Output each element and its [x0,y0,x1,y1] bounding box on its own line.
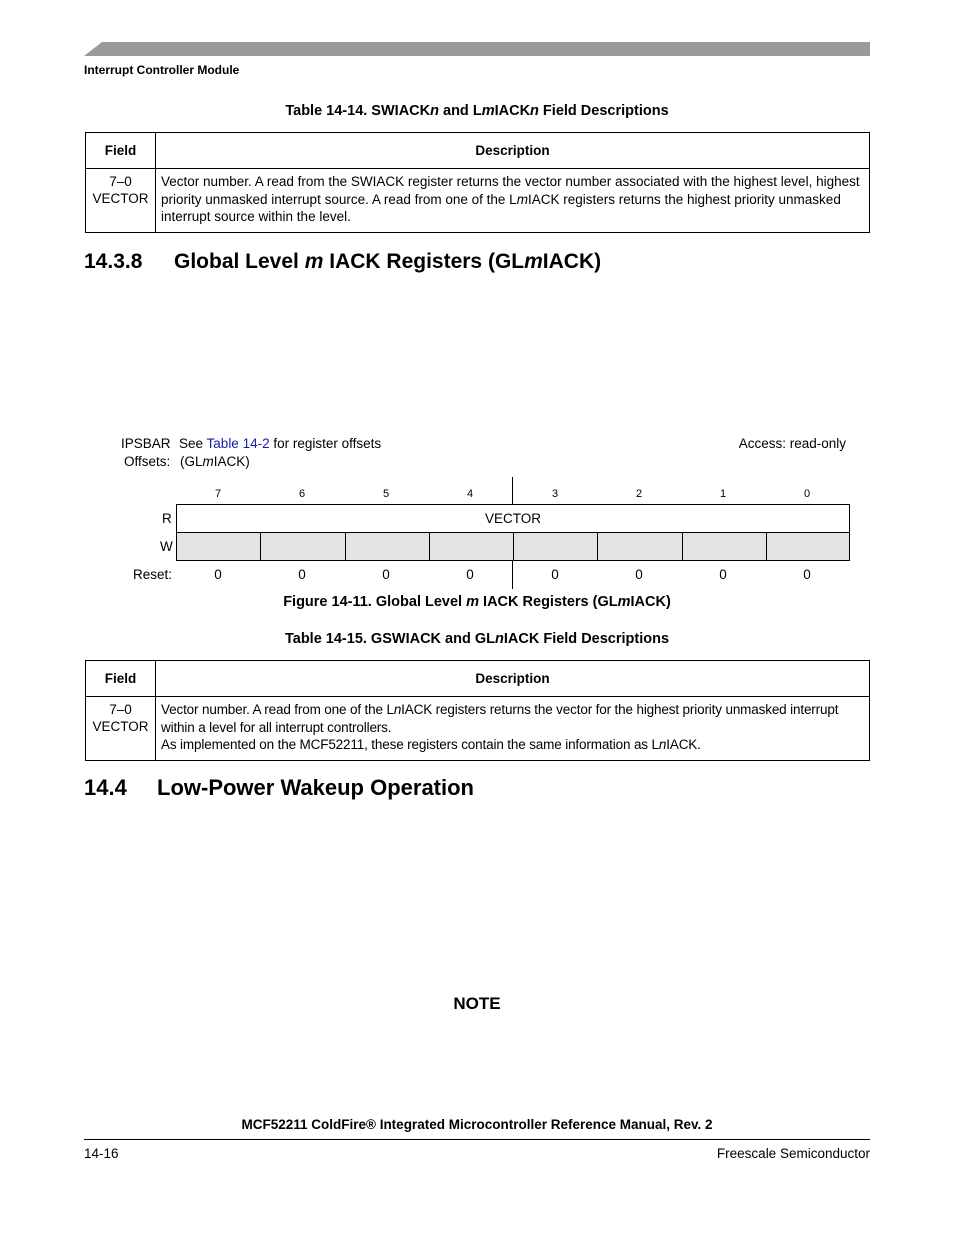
write-cell [767,533,849,560]
bit-number: 2 [635,488,643,500]
write-cell [346,533,430,560]
access-label: Access: read-only [738,436,846,451]
table-14-2-link[interactable]: Table 14-2 [206,436,270,451]
footer-company: Freescale Semiconductor [716,1146,870,1161]
write-row-label: W [160,539,173,554]
note-heading: NOTE [453,994,501,1013]
ipsbar-label: IPSBAR [121,436,171,451]
reset-value: 0 [298,567,306,582]
field-name: VECTOR [92,191,149,206]
column-header-field: Field [86,661,156,697]
reset-value: 0 [719,567,727,582]
table-14-14 [85,132,870,233]
reset-label: Reset: [133,567,173,582]
field-cell [86,697,156,761]
write-cell [514,533,598,560]
header-bar [84,42,870,56]
field-bits: 7–0 [109,174,132,189]
bit-number: 1 [719,488,727,500]
column-header-description: Description [156,661,870,697]
description-cell [156,697,870,761]
reset-value: 0 [551,567,559,582]
bit-number: 6 [298,488,306,500]
table-row [86,697,870,761]
write-cell [598,533,682,560]
section-heading-14-3-8: 14.3.8 Global Level m IACK Registers (GLmIACK) [84,250,602,273]
reset-value: 0 [635,567,643,582]
write-cell [261,533,345,560]
read-field-box [176,504,850,533]
bit-number: 7 [214,488,222,500]
table-row [86,169,870,233]
bit-number: 4 [466,488,474,500]
bit-number: 5 [382,488,390,500]
description-line: As implemented on the MCF52211, these registers contain the same information as LnIACK. [161,737,701,752]
bit-number: 3 [551,488,559,500]
column-header-description: Description [156,133,870,169]
running-head: Interrupt Controller Module [84,63,240,77]
section-number: 14.3.8 [84,250,143,273]
description-line: Vector number. A read from one of the LnIACK registers returns the vector for the highest priority unmasked interrupt within a level for all interrupt controllers. [161,702,839,735]
reset-value: 0 [803,567,811,582]
bit-number: 0 [803,488,811,500]
table-14-14-caption: Table 14-14. SWIACKn and LmIACKn Field Descriptions [285,103,669,119]
reset-value: 0 [466,567,474,582]
description-cell: Vector number. A read from the SWIACK register returns the vector number associated with the highest level, highest priority unmasked interrupt source. A read from one of the LmIACK registers returns the highest priority unmasked interrupt source within the level. [156,169,870,233]
write-cell [683,533,767,560]
page-number: 14-16 [84,1146,119,1161]
figure-14-11-caption: Figure 14-11. Global Level m IACK Registers (GLmIACK) [283,594,671,610]
column-header-field: Field [86,133,156,169]
footer-rule [84,1139,870,1140]
offsets-label: Offsets: [124,454,171,469]
field-name: VECTOR [92,719,149,734]
register-offset-note: See Table 14-2 for register offsets [179,436,382,451]
vector-field-label: VECTOR [484,511,541,526]
field-cell [86,169,156,233]
field-bits: 7–0 [109,702,132,717]
reset-value: 0 [382,567,390,582]
write-cell [177,533,261,560]
write-cell [430,533,514,560]
reset-value: 0 [214,567,222,582]
write-field-box [176,532,850,561]
footer-title: MCF52211 ColdFire® Integrated Microcontroller Reference Manual, Rev. 2 [241,1117,713,1132]
table-14-15-caption: Table 14-15. GSWIACK and GLnIACK Field Descriptions [284,631,670,647]
section-number: 14.4 [84,775,127,800]
read-row-label: R [162,511,172,526]
table-14-15 [85,660,870,761]
register-offset-name: (GLmIACK) [180,454,250,469]
section-heading-14-4: 14.4 Low-Power Wakeup Operation [84,775,474,800]
